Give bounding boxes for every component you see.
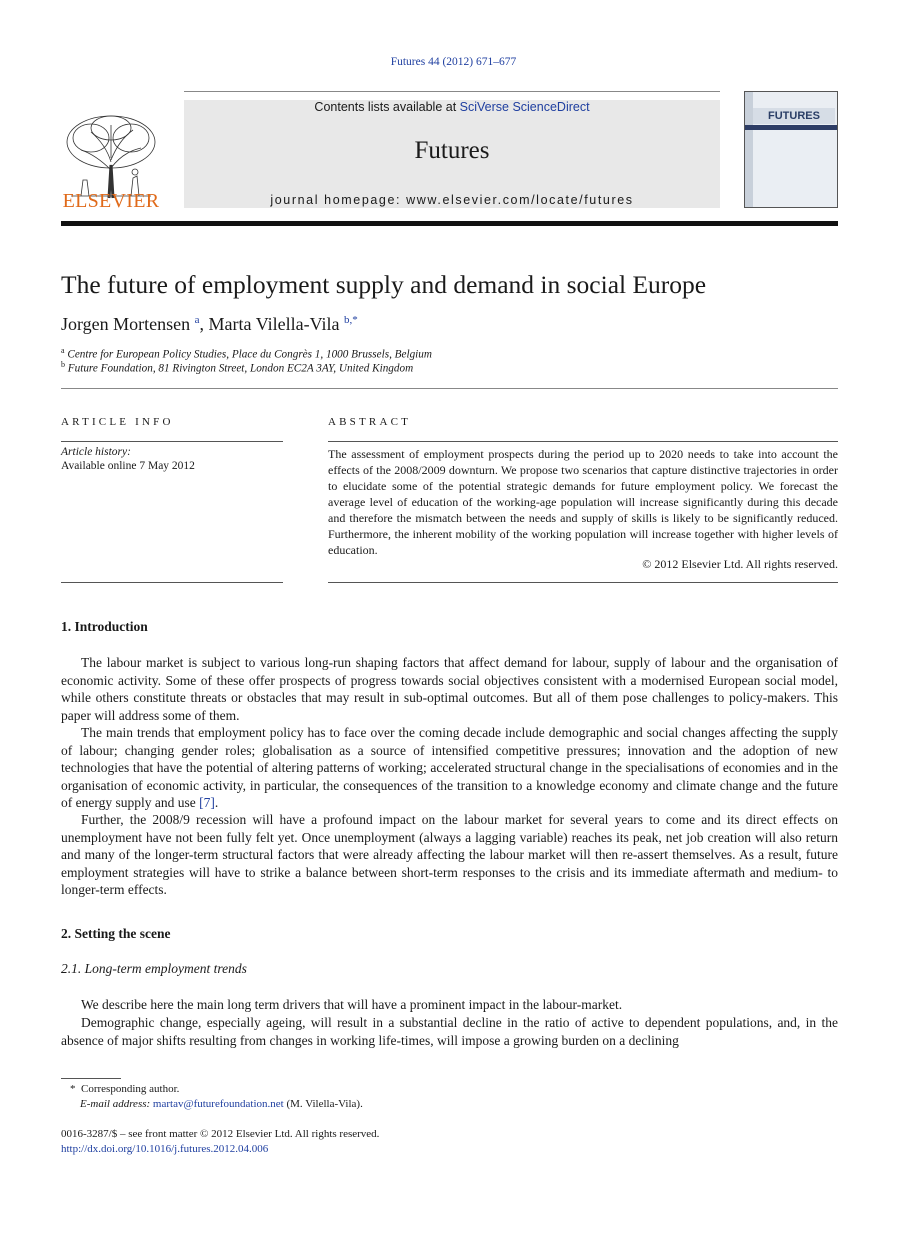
- cover-side-strip: [745, 92, 753, 208]
- body-paragraph: Further, the 2008/9 recession will have a profound impact on the labour market for several years to come and its direct effects on unemployment have not been fully felt yet. Once unemployment (always a lagging variable) reaches its peak, net job creation will also return and many of the longer-term structural factors that were already affecting the labour market will then re-assert themselves. As a result, future employment strategies will have to strike a balance between short-term responses to the crisis and its immediate aftermath and medium- to longer-term effects.: [61, 812, 838, 897]
- corresponding-author-note: [70, 1083, 179, 1095]
- article-info-heading: ARTICLE INFO: [61, 416, 174, 428]
- email-suffix: (M. Vilella-Vila).: [283, 1098, 363, 1110]
- body-paragraph: Demographic change, especially ageing, will result in a substantial decline in the ratio of active to dependent populations, and, in the absence of major shifts resulting from changes in working life-times, will impose a growing burden on a declining: [61, 1015, 838, 1048]
- contents-prefix: Contents lists available at: [314, 100, 460, 114]
- section-heading: 2. Setting the scene: [61, 926, 171, 941]
- affiliation-mark[interactable]: a: [194, 314, 200, 326]
- article-history-label: Article history:: [61, 446, 131, 458]
- issn-line: 0016-3287/$ – see front matter © 2012 Elsevier Ltd. All rights reserved.: [61, 1128, 380, 1140]
- header-thick-rule: [61, 221, 838, 226]
- body-paragraph: [61, 724, 838, 812]
- affiliation-text: Future Foundation, 81 Rivington Street, London EC2A 3AY, United Kingdom: [67, 362, 414, 375]
- author-name: Marta Vilella-Vila: [208, 314, 340, 334]
- section-heading: 1. Introduction: [61, 619, 148, 634]
- cover-stripe: [745, 125, 837, 130]
- abstract-rule: [328, 441, 838, 442]
- reference-link[interactable]: [7]: [199, 795, 215, 810]
- title-rule: [61, 388, 838, 389]
- journal-homepage[interactable]: journal homepage: www.elsevier.com/locate/futures: [270, 193, 634, 207]
- abstract-heading: ABSTRACT: [328, 416, 412, 428]
- body-paragraph: The labour market is subject to various long-run shaping factors that affect demand for labour, supply of labour and the organisation of economic activity. Some of these offer prospects of progress towards social objectives consistent with a modernised European social model, while others constitute threats or obstacles that may result in sub-optimal outcomes. But all of them pose challenges to policy-makers. This paper will address some of them.: [61, 655, 838, 723]
- abstract-text: The assessment of employment prospects during the period up to 2020 needs to take into account the effects of the 2008/2009 downturn. We propose two scenarios that capture distinctive trajectories in order to elucidate some of the potential strategic demands for future employment policy. We forecast the average level of education of the working-age population will increase significantly during this decade and therefore the mismatch between the needs and supply of skills is likely to be significantly reduced. Furthermore, the inherent mobility of the working population will increase together with higher levels of education.: [328, 447, 838, 557]
- article-info-bottom-rule: [61, 582, 283, 583]
- affiliation-mark[interactable]: b,*: [344, 314, 358, 326]
- subsection-heading: 2.1. Long-term employment trends: [61, 961, 247, 976]
- elsevier-logo-text: ELSEVIER: [62, 190, 160, 212]
- affiliation-text: Centre for European Policy Studies, Place du Congrès 1, 1000 Brussels, Belgium: [67, 348, 432, 361]
- header-top-rule: [184, 91, 720, 92]
- body-paragraph: We describe here the main long term drivers that will have a prominent impact in the labour-market.: [81, 997, 623, 1012]
- affiliation-mark: a: [61, 346, 65, 355]
- email-note: [80, 1098, 363, 1110]
- paper-title: The future of employment supply and demand in social Europe: [61, 270, 707, 299]
- author-name: Jorgen Mortensen: [61, 314, 191, 334]
- affiliation-mark: b: [61, 360, 65, 369]
- cover-title: FUTURES: [753, 108, 835, 124]
- abstract-copyright: © 2012 Elsevier Ltd. All rights reserved.: [642, 557, 838, 571]
- author-list: [61, 314, 358, 335]
- footnote-text: Corresponding author.: [81, 1083, 180, 1095]
- available-online-date: Available online 7 May 2012: [61, 460, 195, 472]
- footnote-mark: *: [70, 1083, 76, 1095]
- author-separator: ,: [199, 314, 209, 334]
- email-link[interactable]: martav@futurefoundation.net: [152, 1098, 284, 1110]
- affiliation: [61, 360, 413, 375]
- journal-citation-link[interactable]: Futures 44 (2012) 671–677: [390, 56, 517, 68]
- paragraph-text: The main trends that employment policy has to face over the coming decade include demographic and social changes affecting the supply of labour; changing gender roles; globalisation as a source of intensified competitive pressures; innovation and the adoption of new technologies that have the potential of altering patterns of working; accelerated structural change in the specialisations of economies and in the organisation of economic activity, in particular, the consequences of the transition to a knowledge economy and climate change and the future of energy supply and use: [61, 725, 838, 810]
- journal-title: Futures: [414, 137, 490, 164]
- paragraph-end: .: [214, 795, 219, 810]
- sciencedirect-link[interactable]: SciVerse ScienceDirect: [459, 100, 590, 114]
- contents-available: [184, 100, 720, 114]
- doi-link[interactable]: http://dx.doi.org/10.1016/j.futures.2012.04.006: [61, 1143, 269, 1155]
- journal-cover-image: [744, 91, 838, 208]
- email-label: E-mail address:: [80, 1098, 153, 1110]
- affiliation: [61, 346, 432, 361]
- abstract-bottom-rule: [328, 582, 838, 583]
- article-info-rule: [61, 441, 283, 442]
- footnote-rule: [61, 1078, 121, 1079]
